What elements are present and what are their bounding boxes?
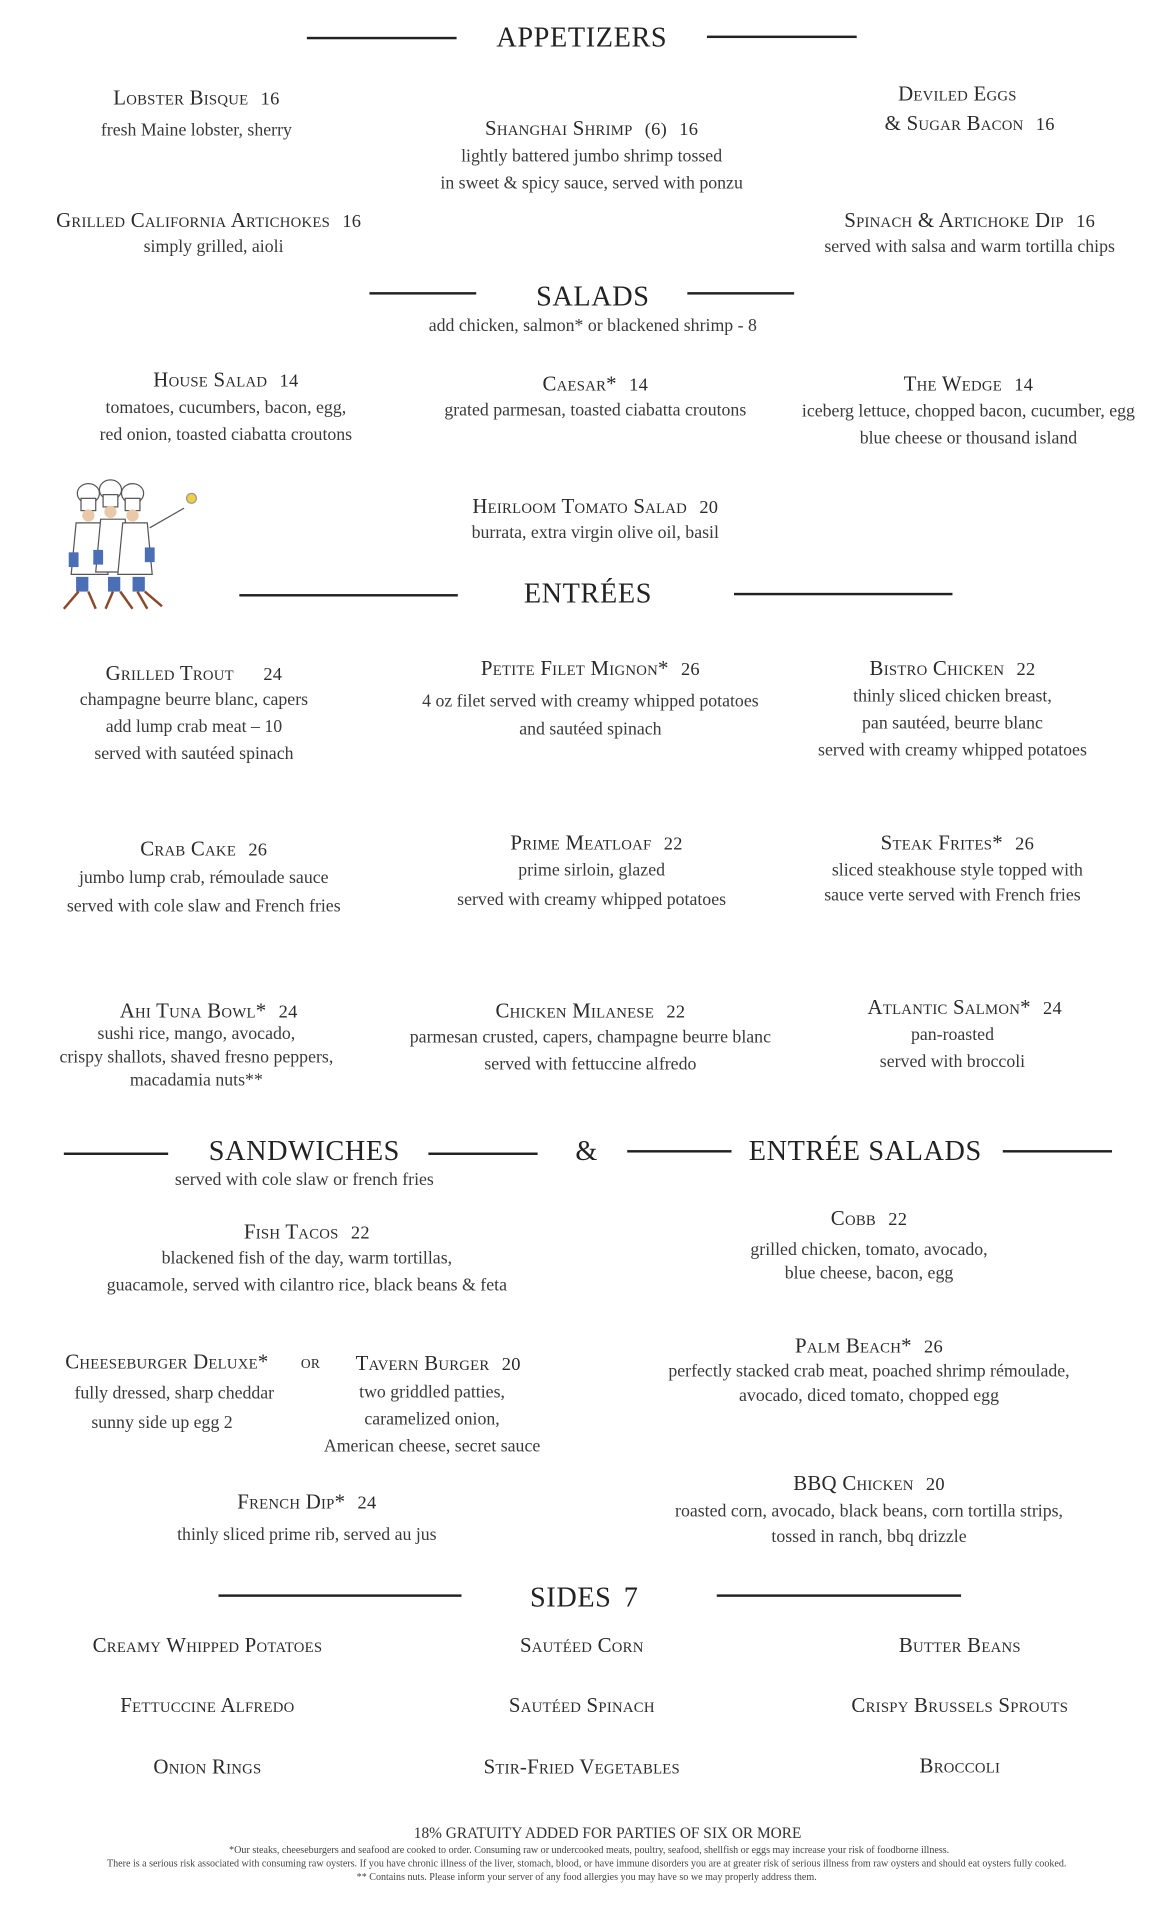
footer-note: *Our steaks, cheeseburgers and seafood are cooked to order. Consuming raw or undercooked meats, poultry, seafood, shellfish or eggs may increase your risk of foodborne illness. bbox=[229, 1844, 950, 1856]
item-name: Prime Meatloaf bbox=[510, 830, 652, 855]
item-desc: blue cheese or thousand island bbox=[859, 428, 1078, 449]
menu-item-title bbox=[244, 1220, 370, 1245]
footer-note: There is a serious risk associated with consuming raw oysters. If you have chronic illness of the liver, stomach, blood, or have immune disorders you are at greater risk of serious illness from raw oysters and should eat oysters fully cooked. bbox=[107, 1857, 1067, 1869]
menu-item-title bbox=[56, 209, 361, 234]
divider-line bbox=[307, 37, 457, 39]
section-heading-entrees: ENTRÉES bbox=[523, 578, 653, 609]
item-price: 22 bbox=[663, 834, 683, 855]
item-desc: guacamole, served with cilantro rice, black beans & feta bbox=[106, 1275, 507, 1296]
ampersand: & bbox=[575, 1135, 598, 1167]
item-name: House Salad bbox=[153, 368, 268, 392]
item-desc: blue cheese, bacon, egg bbox=[784, 1263, 954, 1284]
item-desc: thinly sliced chicken breast, bbox=[853, 686, 1052, 707]
side-item: Broccoli bbox=[919, 1753, 1001, 1778]
divider-line bbox=[239, 594, 457, 596]
side-item: Butter Beans bbox=[898, 1633, 1021, 1657]
menu-item-title bbox=[106, 662, 283, 687]
item-name: Tavern Burger bbox=[355, 1351, 490, 1375]
side-item: Sautéed Spinach bbox=[508, 1693, 655, 1718]
item-price: 20 bbox=[925, 1475, 945, 1495]
item-price: 26 bbox=[680, 660, 700, 680]
item-desc: and sautéed spinach bbox=[519, 719, 662, 740]
or-label: or bbox=[300, 1353, 321, 1373]
section-subtitle: add chicken, salmon* or blackened shrimp - 8 bbox=[428, 316, 757, 336]
side-item: Fettuccine Alfredo bbox=[120, 1693, 295, 1718]
item-desc: served with sautéed spinach bbox=[94, 744, 294, 765]
item-price: 24 bbox=[1043, 999, 1062, 1019]
footer-note: ** Contains nuts. Please inform your server of any food allergies you may have so we may properly address them. bbox=[356, 1871, 817, 1883]
side-item: Stir-Fried Vegetables bbox=[483, 1755, 680, 1779]
item-desc: sliced steakhouse style topped with bbox=[831, 861, 1083, 881]
divider-line bbox=[369, 292, 476, 294]
sides-heading-text: SIDES bbox=[529, 1582, 612, 1613]
item-desc: pan-roasted bbox=[910, 1025, 994, 1046]
item-name: Lobster Bisque bbox=[113, 85, 249, 110]
item-desc: American cheese, secret sauce bbox=[323, 1436, 541, 1457]
item-name: The Wedge bbox=[903, 371, 1003, 396]
item-desc: prime sirloin, glazed bbox=[518, 861, 666, 881]
menu-item-title bbox=[153, 368, 298, 393]
sides-price: 7 bbox=[623, 1582, 639, 1613]
menu-item-title bbox=[543, 372, 649, 397]
menu-item-title bbox=[510, 831, 682, 856]
item-desc: served with fettuccine alfredo bbox=[484, 1054, 697, 1075]
item-price: 16 bbox=[260, 89, 280, 110]
divider-line bbox=[707, 36, 857, 38]
item-name: Palm Beach* bbox=[795, 1334, 912, 1358]
item-name: Cheeseburger Deluxe* bbox=[65, 1350, 269, 1374]
item-desc: in sweet & spicy sauce, served with ponzu bbox=[440, 173, 743, 194]
item-desc: blackened fish of the day, warm tortillas, bbox=[161, 1248, 453, 1269]
divider-line bbox=[627, 1150, 731, 1152]
item-price: 24 bbox=[278, 1002, 298, 1023]
item-name: Fish Tacos bbox=[243, 1220, 339, 1244]
item-name: Crab Cake bbox=[140, 837, 237, 861]
item-price: 20 bbox=[501, 1355, 521, 1375]
side-item: Creamy Whipped Potatoes bbox=[92, 1633, 323, 1657]
divider-line bbox=[218, 1594, 461, 1596]
item-price: 22 bbox=[666, 1002, 686, 1023]
item-name: Grilled Trout bbox=[105, 661, 234, 685]
item-desc: tossed in ranch, bbq drizzle bbox=[771, 1527, 967, 1548]
section-heading-entree-salads: ENTRÉE SALADS bbox=[748, 1135, 982, 1167]
item-desc: macadamia nuts** bbox=[129, 1070, 263, 1091]
item-price: 24 bbox=[357, 1493, 377, 1514]
item-price: 22 bbox=[888, 1210, 908, 1230]
section-heading-sandwiches: SANDWICHES bbox=[208, 1135, 400, 1167]
item-name: Heirloom Tomato Salad bbox=[472, 494, 688, 518]
item-desc: jumbo lump crab, rémoulade sauce bbox=[78, 868, 329, 889]
menu-item-title bbox=[793, 1472, 945, 1497]
item-price: 16 bbox=[1035, 115, 1055, 136]
item-desc: fresh Maine lobster, sherry bbox=[100, 120, 292, 141]
item-price: 14 bbox=[1014, 375, 1034, 396]
item-desc: perfectly stacked crab meat, poached shrimp rémoulade, bbox=[668, 1361, 1070, 1382]
item-price: 26 bbox=[248, 840, 268, 861]
menu-item-title bbox=[495, 999, 685, 1024]
menu-item-title bbox=[113, 86, 279, 111]
menu-item-title bbox=[481, 657, 700, 682]
divider-line bbox=[64, 1153, 168, 1155]
item-desc: served with salsa and warm tortilla chips bbox=[824, 237, 1115, 258]
item-qty: (6) bbox=[644, 120, 668, 140]
item-desc: served with creamy whipped potatoes bbox=[457, 890, 727, 911]
item-desc: burrata, extra virgin olive oil, basil bbox=[471, 523, 719, 544]
menu-item-title bbox=[885, 112, 1055, 137]
item-name: Cobb bbox=[830, 1206, 877, 1230]
item-desc: add lump crab meat – 10 bbox=[105, 717, 283, 738]
item-price: 14 bbox=[279, 371, 299, 392]
menu-item-title bbox=[844, 209, 1095, 234]
item-desc: served with creamy whipped potatoes bbox=[818, 740, 1087, 761]
gratuity-notice: 18% GRATUITY ADDED FOR PARTIES OF SIX OR MORE bbox=[413, 1824, 802, 1842]
item-desc: 4 oz filet served with creamy whipped potatoes bbox=[422, 691, 759, 712]
item-price: 14 bbox=[629, 375, 649, 396]
menu-item-title bbox=[870, 657, 1036, 682]
item-desc: parmesan crusted, capers, champagne beurre blanc bbox=[409, 1027, 771, 1048]
item-desc: tomatoes, cucumbers, bacon, egg, bbox=[105, 398, 347, 418]
item-price: 26 bbox=[924, 1337, 943, 1358]
item-name: Shanghai Shrimp bbox=[485, 116, 633, 140]
menu-item-title bbox=[485, 117, 698, 142]
item-name: Deviled Eggs bbox=[898, 82, 1017, 106]
item-price: 16 bbox=[679, 120, 699, 140]
item-desc: grilled chicken, tomato, avocado, bbox=[750, 1240, 988, 1260]
menu-item-title bbox=[904, 372, 1034, 397]
item-name: Bistro Chicken bbox=[869, 656, 1005, 680]
item-name: Caesar* bbox=[542, 371, 617, 396]
item-price: 22 bbox=[1016, 660, 1036, 680]
menu-item-title bbox=[831, 1207, 907, 1232]
menu-item-title bbox=[237, 1490, 376, 1515]
section-heading-appetizers: APPETIZERS bbox=[496, 22, 668, 53]
menu-item-title bbox=[472, 495, 718, 520]
item-desc: fully dressed, sharp cheddar bbox=[74, 1383, 275, 1404]
side-item: Crispy Brussels Sprouts bbox=[851, 1693, 1069, 1718]
menu-item-title bbox=[140, 837, 267, 862]
divider-line bbox=[734, 593, 952, 595]
item-desc: grated parmesan, toasted ciabatta croutons bbox=[444, 400, 747, 421]
divider-line bbox=[717, 1594, 961, 1596]
item-name: BBQ Chicken bbox=[793, 1471, 914, 1495]
item-desc: two griddled patties, bbox=[359, 1382, 505, 1403]
item-name: & Sugar Bacon bbox=[884, 111, 1024, 136]
item-desc: simply grilled, aioli bbox=[143, 237, 284, 258]
item-name: Grilled California Artichokes bbox=[56, 208, 331, 232]
side-item: Onion Rings bbox=[153, 1755, 262, 1779]
menu-item-title bbox=[795, 1334, 943, 1359]
item-desc: served with cole slaw and French fries bbox=[66, 896, 341, 917]
item-name: Steak Frites* bbox=[880, 830, 1003, 855]
item-price: 24 bbox=[263, 665, 283, 685]
item-name: Petite Filet Mignon* bbox=[480, 656, 669, 680]
divider-line bbox=[428, 1153, 537, 1155]
item-desc: lightly battered jumbo shrimp tossed bbox=[461, 146, 723, 167]
item-desc: avocado, diced tomato, chopped egg bbox=[739, 1386, 999, 1406]
item-desc: caramelized onion, bbox=[364, 1409, 500, 1430]
item-desc: crispy shallots, shaved fresno peppers, bbox=[59, 1047, 334, 1068]
item-price: 26 bbox=[1015, 834, 1035, 855]
item-desc: sunny side up egg 2 bbox=[91, 1413, 233, 1433]
item-desc: pan sautéed, beurre blanc bbox=[862, 713, 1043, 734]
section-heading-sides bbox=[530, 1582, 639, 1614]
item-desc: thinly sliced prime rib, served au jus bbox=[177, 1525, 437, 1545]
item-desc: sushi rice, mango, avocado, bbox=[97, 1024, 296, 1044]
item-name: Spinach & Artichoke Dip bbox=[844, 208, 1064, 232]
item-name: Chicken Milanese bbox=[495, 999, 655, 1023]
item-price: 16 bbox=[342, 212, 362, 232]
item-desc: iceberg lettuce, chopped bacon, cucumber, egg bbox=[801, 401, 1135, 422]
item-price: 16 bbox=[1076, 212, 1096, 232]
item-desc: roasted corn, avocado, black beans, corn tortilla strips, bbox=[675, 1501, 1063, 1522]
menu-item-title bbox=[356, 1351, 521, 1376]
item-desc: sauce verte served with French fries bbox=[824, 885, 1081, 906]
item-desc: red onion, toasted ciabatta croutons bbox=[99, 425, 353, 445]
divider-line bbox=[1003, 1150, 1112, 1152]
item-price: 22 bbox=[350, 1223, 370, 1244]
side-item: Sautéed Corn bbox=[519, 1633, 644, 1657]
item-desc: served with broccoli bbox=[879, 1052, 1026, 1073]
item-name: French Dip* bbox=[237, 1490, 346, 1514]
menu-item-title bbox=[881, 831, 1034, 856]
item-price: 20 bbox=[699, 498, 719, 518]
item-name: Ahi Tuna Bowl* bbox=[119, 999, 267, 1023]
chefs-illustration bbox=[52, 479, 205, 616]
divider-line bbox=[687, 292, 794, 294]
section-subtitle: served with cole slaw or french fries bbox=[174, 1170, 434, 1190]
section-heading-salads: SALADS bbox=[536, 281, 650, 312]
menu-item-title bbox=[868, 995, 1062, 1020]
item-name: Atlantic Salmon* bbox=[867, 995, 1031, 1019]
item-desc: champagne beurre blanc, capers bbox=[79, 690, 309, 711]
menu-item-title bbox=[120, 999, 298, 1024]
